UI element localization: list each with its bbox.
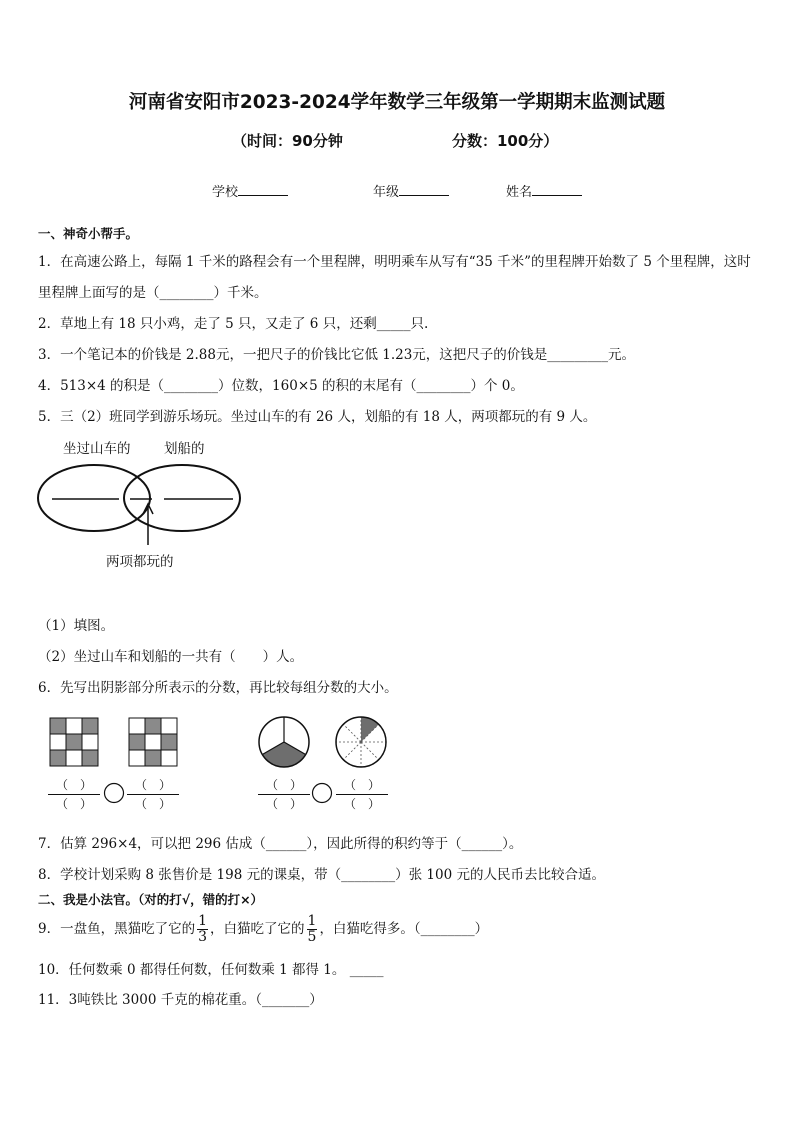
grade-label: 年级 — [373, 185, 400, 200]
grid-cell-shaded — [50, 750, 66, 766]
question-6: 6．先写出阴影部分所表示的分数，再比较每组分数的大小。 — [38, 680, 398, 696]
venn-ellipse-left — [38, 465, 150, 531]
compare-circle-1 — [103, 782, 125, 804]
grid-cell — [82, 734, 98, 750]
fraction-blank-2-den: （ ） — [127, 794, 179, 812]
grid-figure-right — [127, 716, 179, 768]
fraction-2-numerator: 1 — [307, 913, 317, 929]
grid-cell — [129, 718, 145, 734]
fraction-blank-2 — [127, 776, 179, 812]
fraction-blank-1-den: （ ） — [48, 794, 100, 812]
fraction-blank-3-den: （ ） — [258, 794, 310, 812]
circle-sector-shaded — [262, 742, 305, 767]
exam-score: 分数：100分） — [452, 132, 559, 150]
fraction-blank-1-num: （ ） — [55, 778, 92, 792]
question-11: 11．3吨铁比 3000 千克的棉花重。（_______） — [38, 992, 323, 1008]
venn-diagram — [30, 450, 250, 550]
circle-divider — [361, 742, 379, 760]
compare-circle-2 — [311, 782, 333, 804]
question-4: 4．513×4 的积是（________）位数，160×5 的积的末尾有（________）个 0。 — [38, 378, 524, 394]
school-field — [212, 181, 288, 200]
grid-cell — [50, 734, 66, 750]
grade-blank — [399, 194, 449, 196]
name-blank — [532, 194, 582, 196]
fraction-one-fifth — [307, 914, 318, 945]
fraction-blank-4-den: （ ） — [336, 794, 388, 812]
question-7: 7．估算 296×4，可以把 296 估成（______），因此所得的积约等于（______）。 — [38, 836, 523, 852]
section-2-title: 二、我是小法官。（对的打√，错的打×） — [38, 892, 264, 907]
circle-divider — [343, 724, 361, 742]
school-blank — [238, 194, 288, 196]
question-5: 5．三（2）班同学到游乐场玩。坐过山车的有 26 人，划船的有 18 人，两项都玩的有 9 人。 — [38, 409, 597, 425]
question-1-line-1: 1．在高速公路上，每隔 1 千米的路程会有一个里程牌，明明乘车从写有“35 千米”的里程牌开始数了 5 个里程牌，这时 — [38, 254, 751, 270]
grid-cell-shaded — [161, 734, 177, 750]
grid-cell — [161, 718, 177, 734]
grid-figure-left — [48, 716, 100, 768]
question-9 — [38, 911, 488, 947]
grid-cell — [145, 734, 161, 750]
name-field — [506, 181, 582, 200]
question-9-part-2: ，白猫吃了它的 — [210, 921, 305, 937]
page-title: 河南省安阳市2023-2024学年数学三年级第一学期期末监测试题 — [128, 92, 666, 113]
circle-figure-right — [333, 714, 389, 770]
grid-cell-shaded — [145, 718, 161, 734]
grid-cell-shaded — [145, 750, 161, 766]
name-label: 姓名 — [506, 185, 533, 200]
grid-cell-shaded — [66, 734, 82, 750]
question-5-sub-2: （2）坐过山车和划船的一共有（ ）人。 — [38, 649, 304, 665]
exam-time: （时间：90分钟 — [232, 132, 343, 150]
question-8: 8．学校计划采购 8 张售价是 198 元的课桌，带（________）张 100 元的人民币去比较合适。 — [38, 867, 605, 883]
grid-cell — [66, 718, 82, 734]
grid-cell-shaded — [82, 718, 98, 734]
grid-cell — [161, 750, 177, 766]
fraction-blank-3-num: （ ） — [265, 778, 302, 792]
grid-cell — [66, 750, 82, 766]
fraction-2-denominator: 5 — [307, 929, 317, 945]
fraction-1-numerator: 1 — [198, 913, 208, 929]
venn-label-both: 两项都玩的 — [106, 554, 174, 570]
circle-sector-shaded — [361, 717, 379, 742]
question-2: 2．草地上有 18 只小鸡，走了 5 只，又走了 6 只，还剩_____只. — [38, 316, 429, 332]
grid-cell-shaded — [82, 750, 98, 766]
grid-cell-shaded — [50, 718, 66, 734]
fraction-blank-4-num: （ ） — [343, 778, 380, 792]
venn-label-right: 划船的 — [164, 441, 205, 457]
fraction-blank-1 — [48, 776, 100, 812]
venn-label-left: 坐过山车的 — [63, 441, 131, 457]
fraction-1-denominator: 3 — [198, 929, 208, 945]
fraction-blank-2-num: （ ） — [134, 778, 171, 792]
question-10: 10．任何数乘 0 都得任何数，任何数乘 1 都得 1。 _____ — [38, 962, 384, 978]
question-3: 3．一个笔记本的价钱是 2.88元，一把尺子的价钱比它低 1.23元，这把尺子的价钱是_________元。 — [38, 347, 636, 363]
fraction-blank-4 — [336, 776, 388, 812]
grid-cell — [129, 750, 145, 766]
fraction-blank-3 — [258, 776, 310, 812]
grade-field — [373, 181, 449, 200]
grid-cell-shaded — [129, 734, 145, 750]
circle-figure-left — [256, 714, 312, 770]
school-label: 学校 — [212, 185, 239, 200]
section-1-title: 一、神奇小帮手。 — [38, 226, 139, 241]
fraction-one-third — [197, 914, 208, 945]
question-9-part-1: 9．一盘鱼，黑猫吃了它的 — [38, 921, 196, 937]
question-9-part-3: ，白猫吃得多。（________） — [319, 921, 489, 937]
question-1-line-2: 里程牌上面写的是（________）千米。 — [38, 285, 268, 301]
circle-divider — [343, 742, 361, 760]
question-5-sub-1: （1）填图。 — [38, 618, 115, 634]
venn-ellipse-right — [124, 465, 240, 531]
